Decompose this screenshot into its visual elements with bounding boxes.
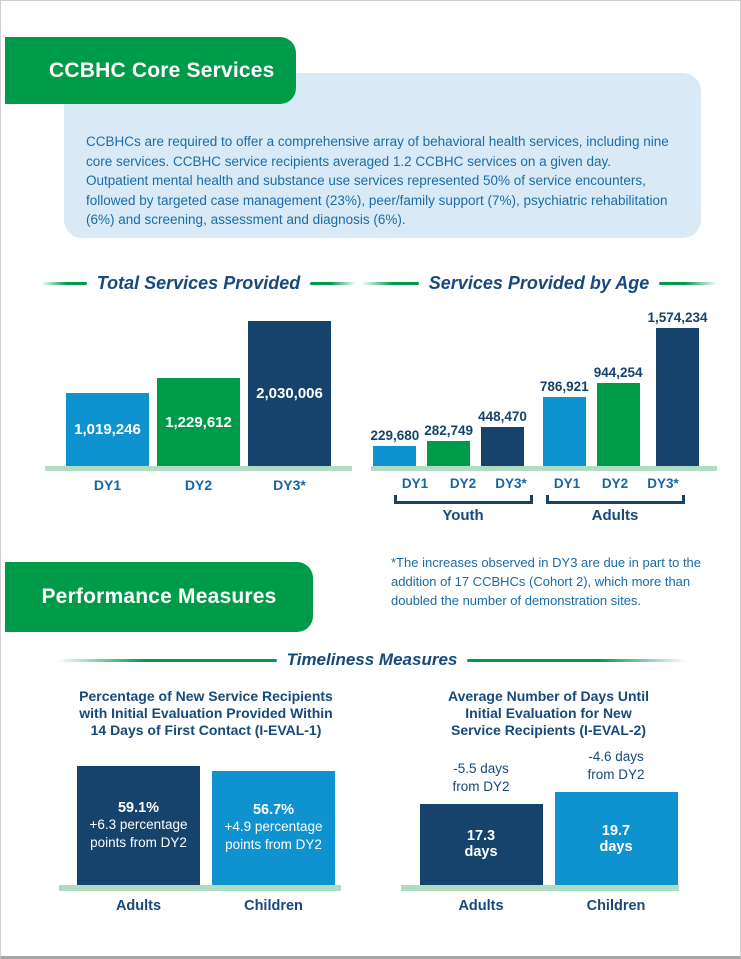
axis-label-dy2: DY2 — [601, 476, 629, 491]
title-rule — [361, 282, 419, 285]
bar-delta-label: +4.9 percentage points from DY2 — [224, 819, 323, 852]
chart-plot — [41, 298, 356, 471]
chart-baseline — [59, 885, 341, 891]
youth-bracket — [394, 495, 533, 504]
title-rule — [659, 282, 717, 285]
chart-title: Services Provided by Age — [428, 273, 650, 293]
chart-ieval2 — [386, 688, 711, 914]
group-brackets-row — [361, 495, 717, 504]
bar-dy3 — [248, 321, 331, 466]
bar-column — [555, 748, 678, 885]
bar-value-label: 786,921 — [539, 379, 589, 394]
intro-paragraph: CCBHCs are required to offer a comprehensive array of behavioral health services, including nine core services. CCBHC service recipients averaged 1.2 CCBHC services on a given day. Outpatient mental health and substance use services represented 50% of service encounters, followed by targeted case management (23%), peer/family support (7%), psychiatric rehabilitation (6%) and screening, assessment and diagnosis (6%). — [86, 134, 669, 227]
chart-title — [41, 688, 371, 739]
bar-dy1 — [66, 393, 149, 466]
bar-column — [594, 365, 643, 466]
bar-youth-dy1 — [373, 446, 416, 466]
axis-labels-row — [386, 898, 711, 914]
axis-labels-row — [361, 476, 717, 491]
bar-adults — [77, 766, 200, 885]
bar-value-label: 282,749 — [424, 423, 474, 439]
bars-row — [361, 310, 717, 466]
bar-delta-label: +6.3 percentage points from DY2 — [89, 816, 188, 850]
chart-baseline — [45, 466, 352, 471]
bar-annotation: -5.5 days from DY2 — [452, 760, 510, 794]
bar-value-label: 2,030,006 — [256, 384, 323, 402]
bar-youth-dy3 — [481, 427, 524, 466]
axis-group-youth — [394, 476, 533, 491]
group-label-adults: Adults — [591, 507, 639, 524]
bars-row — [41, 766, 371, 885]
bar-adults — [420, 804, 543, 885]
axis-label-dy1: DY1 — [93, 477, 122, 493]
chart-title — [386, 688, 711, 739]
axis-group-adults — [546, 476, 685, 491]
chart-plot — [361, 298, 717, 471]
axis-label-dy1: DY1 — [553, 476, 581, 491]
bar-unit-label: days — [464, 844, 498, 861]
title-rule — [41, 282, 87, 285]
bars-row — [41, 321, 356, 466]
chart-baseline — [401, 885, 679, 891]
chart-title-line: Average Number of Days Until — [448, 688, 649, 704]
chart-plot — [386, 751, 711, 891]
core-services-banner-title: CCBHC Core Services — [49, 58, 275, 82]
bar-value-label: 1,019,246 — [74, 421, 141, 439]
axis-label-dy2: DY2 — [449, 476, 477, 491]
title-rule — [310, 282, 356, 285]
chart-ieval1 — [41, 688, 371, 914]
axis-label-dy3: DY3* — [273, 477, 306, 493]
timeliness-heading-row — [56, 650, 688, 670]
chart-title-line: Initial Evaluation for New — [465, 705, 632, 721]
performance-measures-banner-title: Performance Measures — [41, 585, 277, 608]
bar-value-label: 1,574,234 — [647, 309, 708, 325]
bar-group-youth — [370, 409, 526, 466]
title-rule — [56, 659, 277, 662]
bar-value-label: 17.3 — [466, 828, 496, 845]
axis-label-adults: Adults — [458, 898, 504, 914]
bar-children — [212, 771, 335, 885]
bar-group-adults — [540, 310, 708, 466]
group-labels-row — [361, 507, 717, 524]
bar-column — [424, 423, 473, 466]
chart-title-row — [361, 273, 717, 294]
axis-label-children: Children — [244, 898, 303, 914]
axis-labels-row — [41, 898, 371, 914]
chart-total-services — [41, 273, 356, 493]
core-services-banner — [5, 37, 296, 104]
bar-value-label: 19.7 — [601, 822, 631, 839]
title-rule — [467, 659, 688, 662]
chart-services-by-age — [361, 273, 717, 524]
dy3-footnote: *The increases observed in DY3 are due in part to the addition of 17 CCBHCs (Cohort 2), which more than doubled the number of demonstration sites. — [391, 555, 702, 608]
bar-value-label: 1,229,612 — [165, 413, 232, 431]
bar-column — [540, 379, 589, 466]
bar-youth-dy2 — [427, 441, 470, 466]
axis-label-dy3: DY3* — [647, 476, 679, 491]
bar-children — [555, 792, 678, 885]
bar-value-label: 944,254 — [593, 365, 643, 381]
bar-dy2 — [157, 378, 240, 466]
bar-column — [420, 760, 543, 885]
group-label-youth: Youth — [442, 507, 484, 524]
axis-label-adults: Adults — [115, 898, 162, 914]
bar-adults-dy2 — [597, 383, 640, 466]
timeliness-heading: Timeliness Measures — [286, 650, 458, 669]
bar-value-label: 229,680 — [370, 427, 420, 443]
chart-title: Total Services Provided — [96, 273, 301, 293]
axis-label-dy3: DY3* — [495, 476, 527, 491]
bars-row — [386, 748, 711, 885]
axis-labels-row — [41, 477, 356, 493]
bar-column — [648, 310, 708, 466]
axis-label-dy2: DY2 — [184, 477, 213, 493]
axis-label-children: Children — [586, 898, 646, 914]
bar-adults-dy1 — [543, 397, 586, 466]
chart-title-line: Percentage of New Service Recipients — [79, 688, 333, 704]
chart-title-line: with Initial Evaluation Provided Within — [79, 705, 333, 721]
chart-plot — [41, 751, 371, 891]
bar-column — [370, 428, 419, 466]
chart-baseline — [371, 466, 717, 471]
bar-value-label: 59.1% — [117, 799, 160, 816]
bar-unit-label: days — [599, 838, 633, 855]
performance-measures-banner — [5, 562, 313, 632]
bar-column — [478, 409, 527, 466]
chart-title-line: 14 Days of First Contact (I-EVAL-1) — [90, 722, 322, 738]
bar-value-label: 56.7% — [252, 802, 295, 818]
adults-bracket — [546, 495, 685, 504]
bar-value-label: 448,470 — [478, 408, 527, 424]
bar-adults-dy3 — [656, 328, 699, 466]
chart-title-line: Service Recipients (I-EVAL-2) — [450, 722, 647, 738]
chart-title-row — [41, 273, 356, 294]
axis-label-dy1: DY1 — [401, 476, 429, 491]
bar-annotation: -4.6 days from DY2 — [587, 749, 645, 783]
